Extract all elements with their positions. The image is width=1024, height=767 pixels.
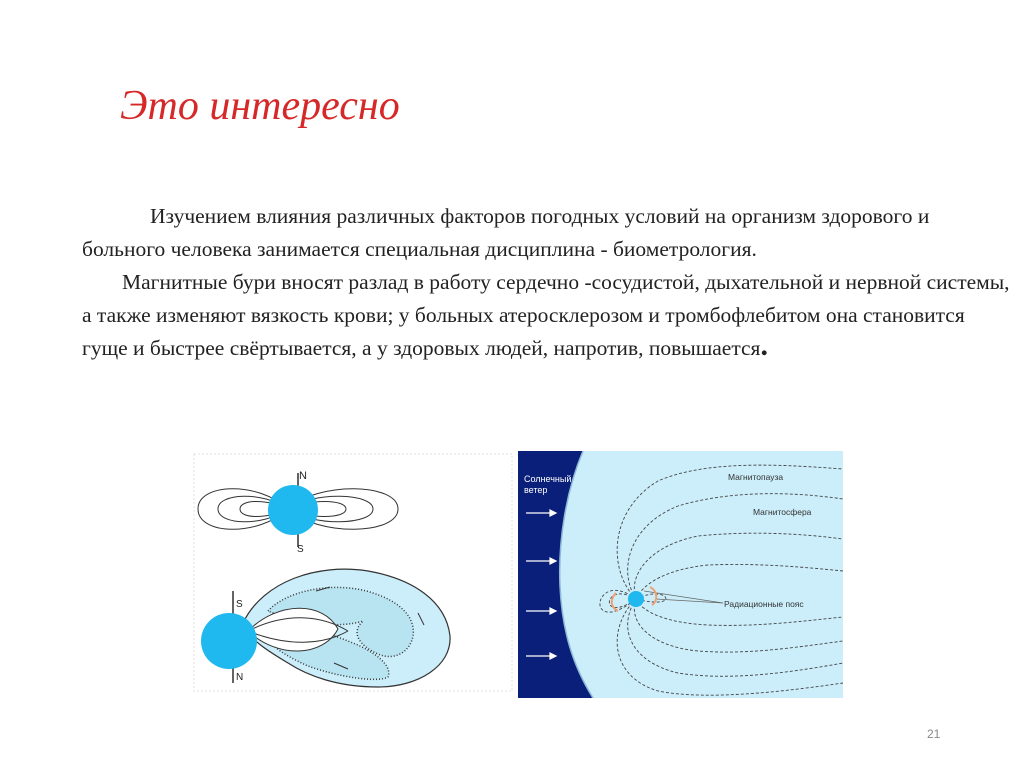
- paragraph-end-dot: .: [760, 329, 768, 362]
- label-top-south: S: [297, 544, 304, 555]
- earth-small: [628, 591, 644, 607]
- label-bottom-north: N: [236, 672, 244, 683]
- paragraph-magnetic-storms: [82, 266, 1012, 365]
- paragraph-biometeorology: Изучением влияния различных факторов погодных условий на организм здорового и больного человека занимается специальная дисциплина - биометрология.: [82, 204, 930, 261]
- magnetosphere-figure-svg: [188, 451, 843, 698]
- label-bottom-south: S: [236, 599, 243, 610]
- magnetosphere-figure: [188, 451, 843, 698]
- earth-top: [268, 485, 318, 535]
- label-radiation-belts: Радиационные пояс: [724, 599, 804, 609]
- magnetosphere-region: [560, 451, 843, 698]
- slide-title: Это интересно: [120, 83, 400, 129]
- label-top-north: N: [299, 470, 307, 482]
- body-text: [82, 200, 1012, 365]
- paragraph-magnetic-storms-text: Магнитные бури вносят разлад в работу сердечно -сосудистой, дыхательной и нервной системы, а также изменяют вязкость крови; у больных атеросклерозом и тромбофлебитом она становится гуще и быстрее свёртывается, а у здоровых людей, напротив, повышается: [82, 270, 1010, 360]
- label-solar-wind-2: ветер: [524, 485, 548, 495]
- magnetosphere-panel: [518, 451, 843, 698]
- label-magnetosphere: Магнитосфера: [753, 507, 812, 517]
- earth-bottom: [201, 613, 257, 669]
- label-solar-wind-1: Солнечный: [524, 474, 572, 484]
- label-magnetopause: Магнитопауза: [728, 472, 784, 482]
- slide-number: 21: [927, 727, 941, 741]
